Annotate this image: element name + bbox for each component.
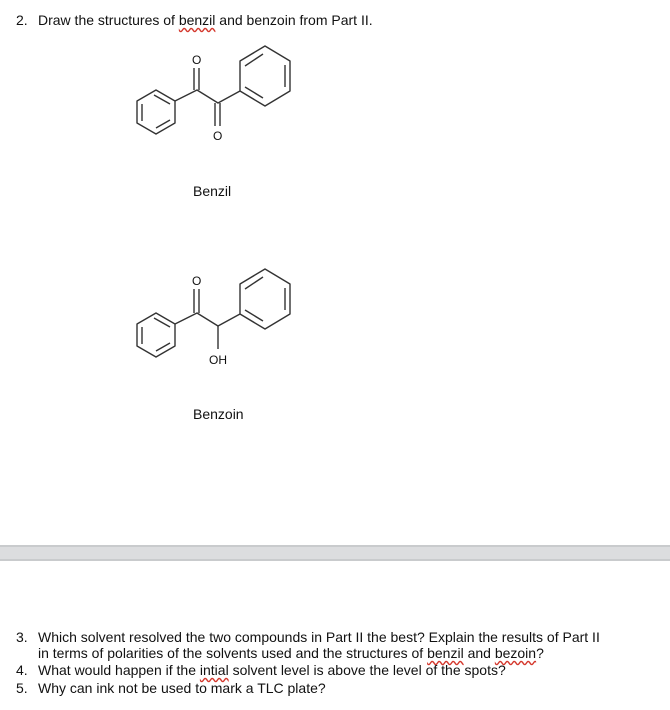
question-3-text-end: ?: [536, 645, 544, 661]
question-3-number: 3.: [16, 629, 28, 645]
question-2-text-after: and benzoin from Part II.: [215, 12, 373, 28]
question-2-benzil-word: benzil: [178, 12, 216, 28]
section-divider: [0, 545, 670, 561]
question-2: [16, 12, 373, 28]
benzil-oxygen-top: O: [192, 53, 202, 67]
question-3-bezoin-word: bezoin: [494, 645, 537, 661]
benzoin-right-ring: [240, 269, 290, 329]
question-2-number: 2.: [16, 12, 28, 28]
question-4-number: 4.: [16, 662, 28, 678]
question-5-text: Why can ink not be used to mark a TLC plate?: [38, 680, 326, 696]
question-3-text-before: in terms of polarities of the solvents used and the structures of: [38, 645, 428, 661]
question-3-line-1: [16, 629, 600, 645]
benzil-label: Benzil: [193, 183, 232, 199]
question-4-intial-word: intial: [199, 662, 229, 678]
question-5: [16, 680, 326, 696]
benzoin-hydroxyl: OH: [209, 353, 227, 367]
question-4-text-after: solvent level is above the level of the spots?: [228, 662, 506, 678]
question-3-text-mid: and: [463, 645, 495, 661]
question-4-text-before: What would happen if the: [38, 662, 200, 678]
benzoin-label: Benzoin: [193, 406, 244, 422]
question-2-text-before: Draw the structures of: [38, 12, 179, 28]
benzoin-oxygen-top: O: [192, 274, 202, 288]
benzil-right-ring: [240, 46, 290, 106]
benzil-chain: [175, 90, 240, 103]
benzil-oxygen-bottom: O: [213, 129, 223, 143]
question-3-line-2: [38, 645, 544, 661]
question-3-benzil-word: benzil: [427, 645, 464, 661]
question-3-text-line-1: Which solvent resolved the two compounds in Part II the best? Explain the results of Part II: [38, 629, 600, 645]
question-4: [16, 662, 506, 678]
question-5-number: 5.: [16, 680, 28, 696]
benzil-structure: [105, 35, 335, 155]
benzoin-chain: [175, 313, 240, 326]
benzoin-structure: [105, 258, 335, 378]
